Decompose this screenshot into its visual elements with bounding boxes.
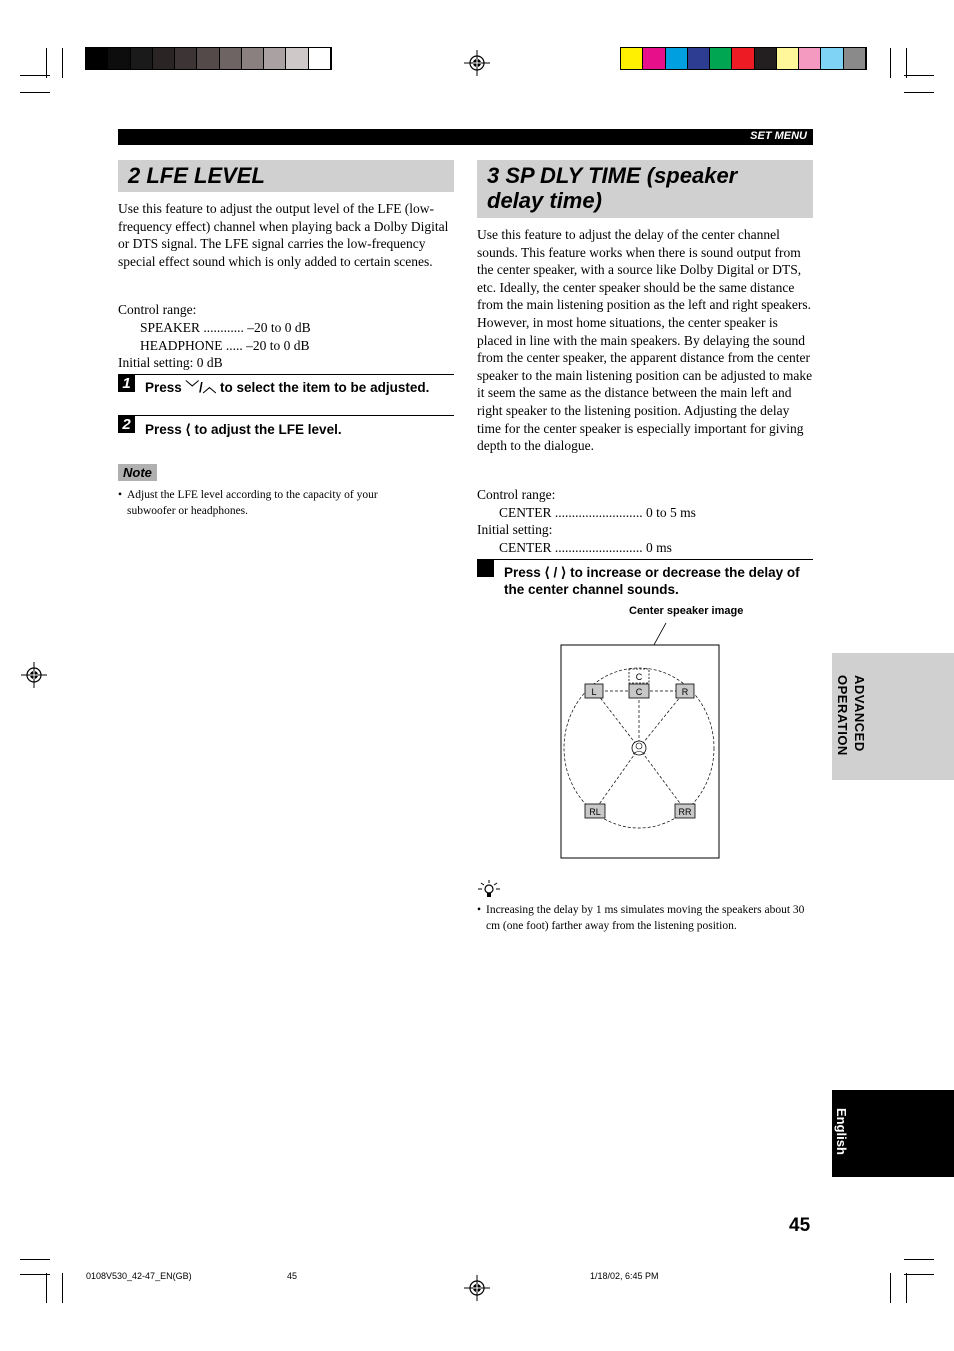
color-swatch xyxy=(643,48,665,69)
color-swatch xyxy=(844,48,866,69)
color-swatch xyxy=(755,48,777,69)
crop-mark xyxy=(906,1273,907,1303)
speaker-label-rl: RL xyxy=(589,807,601,817)
divider xyxy=(118,415,454,416)
color-swatch xyxy=(175,48,197,69)
crop-mark xyxy=(46,1273,47,1303)
lfe-control-label: Control range: xyxy=(118,302,197,317)
spdly-intro: Use this feature to adjust the delay of the center channel sounds. This feature works when there is sound output from the center speaker, with a source like Dolby Digital or DTS, etc. Ideally, the center speaker should be the same distance from the main listening position as the left and right speakers. However, in most home situations, the center speaker is placed in line with the main speakers. By delaying the sound from the center speaker, the apparent distance from the center speaker to the main listening position can be adjusted to make it seem the same as the distance between the main left and right speaker to the listening position. Adjusting the delay time for the center speaker is especially important for giving depth to the dialogue. xyxy=(477,227,813,454)
color-swatch xyxy=(309,48,331,69)
color-swatch xyxy=(666,48,688,69)
page-number: 45 xyxy=(789,1215,811,1236)
color-swatch xyxy=(220,48,242,69)
diagram-caption: Center speaker image xyxy=(629,605,744,617)
registration-target-icon xyxy=(464,50,490,76)
crop-mark xyxy=(904,1259,934,1260)
lfe-step2-instruction: Press ⟨ to adjust the LFE level. xyxy=(145,422,342,437)
color-swatch xyxy=(153,48,175,69)
color-swatch xyxy=(799,48,821,69)
section-header-bar xyxy=(118,129,813,145)
spdly-control-label: Control range: xyxy=(477,487,556,502)
color-swatch xyxy=(710,48,732,69)
color-swatch xyxy=(777,48,799,69)
note-label: Note xyxy=(118,464,157,481)
crop-mark xyxy=(904,92,934,93)
lfe-speaker-range: SPEAKER ............ –20 to 0 dB xyxy=(140,320,311,335)
crop-mark xyxy=(904,1274,934,1275)
speaker-label-c-image: C xyxy=(635,672,643,682)
color-swatch xyxy=(197,48,219,69)
spdly-step-instruction: Press ⟨ / ⟩ to increase or decrease the delay of the center channel sounds. xyxy=(504,565,800,597)
speaker-label-rr: RR xyxy=(678,807,692,817)
step-number: 1 xyxy=(118,375,135,392)
lfe-headphone-range: HEADPHONE ..... –20 to 0 dB xyxy=(140,338,310,353)
speaker-label-c: C xyxy=(635,687,643,697)
side-tab-language xyxy=(832,1090,954,1177)
step-number: 2 xyxy=(118,416,135,433)
note-bullet: • xyxy=(118,489,123,501)
speaker-layout-diagram xyxy=(555,620,725,862)
process-color-bar xyxy=(621,48,866,69)
speaker-label-l: L xyxy=(591,687,597,697)
spdly-center-initial: CENTER .......................... 0 ms xyxy=(499,540,672,555)
crop-mark xyxy=(62,1273,63,1303)
tip-lightbulb-icon xyxy=(477,880,501,898)
lfe-note-text: Adjust the LFE level according to the capacity of your subwoofer or headphones. xyxy=(127,489,378,517)
color-swatch xyxy=(86,48,108,69)
spdly-initial-label: Initial setting: xyxy=(477,522,553,537)
section-label: SET MENU xyxy=(750,130,807,142)
crop-mark xyxy=(62,48,63,78)
divider xyxy=(477,559,813,560)
listener-icon xyxy=(632,741,646,755)
crop-mark xyxy=(890,1273,891,1303)
lfe-intro: Use this feature to adjust the output level of the LFE (low-frequency effect) channel when playing back a Dolby Digital or DTS signal. The LFE signal carries the low-frequency special effect sound which is only added to certain scenes. xyxy=(118,201,449,269)
color-swatch xyxy=(131,48,153,69)
grayscale-color-bar xyxy=(86,48,331,69)
footer-file: 0108V530_42-47_EN(GB) xyxy=(86,1271,192,1281)
lfe-step1-instruction: Press ﹀/︿ to select the item to be adjusted. xyxy=(145,380,430,395)
crop-mark xyxy=(904,75,934,76)
registration-target-icon xyxy=(464,1275,490,1301)
crop-mark xyxy=(20,92,50,93)
speaker-label-r: R xyxy=(681,687,689,697)
tip-bullet: • xyxy=(477,904,482,916)
footer-date: 1/18/02, 6:45 PM xyxy=(590,1271,659,1281)
registration-target-icon xyxy=(21,662,47,688)
spdly-center-range: CENTER .......................... 0 to 5 ms xyxy=(499,505,696,520)
side-tab-label: ADVANCED OPERATION xyxy=(835,675,867,756)
side-tab-language-label: English xyxy=(834,1108,849,1155)
color-swatch xyxy=(242,48,264,69)
lfe-initial-setting: Initial setting: 0 dB xyxy=(118,355,223,370)
crop-mark xyxy=(890,48,891,78)
crop-mark xyxy=(906,48,907,78)
color-swatch xyxy=(688,48,710,69)
color-swatch xyxy=(286,48,308,69)
side-tab-advanced-operation xyxy=(832,653,954,780)
step-marker xyxy=(477,560,494,577)
divider xyxy=(118,374,454,375)
footer-page: 45 xyxy=(287,1271,298,1281)
color-swatch xyxy=(108,48,130,69)
crop-mark xyxy=(20,1259,50,1260)
color-swatch xyxy=(264,48,286,69)
color-swatch xyxy=(732,48,754,69)
color-swatch xyxy=(821,48,843,69)
sp-dly-time-title: 3 SP DLY TIME (speaker delay time) xyxy=(477,160,813,218)
color-swatch xyxy=(621,48,643,69)
crop-mark xyxy=(46,48,47,78)
lfe-level-title: 2 LFE LEVEL xyxy=(118,160,454,192)
spdly-tip-text: Increasing the delay by 1 ms simulates moving the speakers about 30 cm (one foot) farther away from the listening position. xyxy=(486,904,805,932)
